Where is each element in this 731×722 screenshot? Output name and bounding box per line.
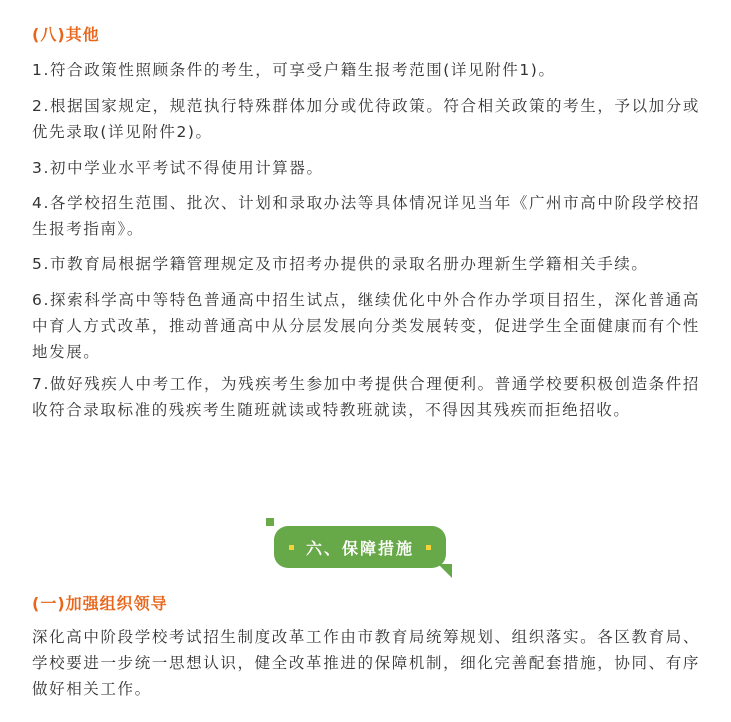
list-item: 6.探索科学高中等特色普通高中招生试点，继续优化中外合作办学项目招生，深化普通高中育人方式改革，推动普通高中从分层发展向分类发展转变，促进学生全面健康而有个性地发展。 bbox=[32, 291, 700, 361]
banner-title: 六、保障措施 bbox=[305, 538, 414, 558]
section-heading-leadership: (一)加强组织领导 bbox=[32, 594, 168, 613]
list-item: 1.符合政策性照顾条件的考生，可享受户籍生报考范围(详见附件1)。 bbox=[32, 61, 556, 79]
list-item: 2.根据国家规定，规范执行特殊群体加分或优待政策。符合相关政策的考生，予以加分或优先录取(详见附件2)。 bbox=[32, 97, 700, 141]
section-body-leadership: 深化高中阶段学校考试招生制度改革工作由市教育局统筹规划、组织落实。各区教育局、学校要进一步统一思想认识，健全改革推进的保障机制，细化完善配套措施，协同、有序做好相关工作。 bbox=[32, 628, 700, 698]
section-heading-other: (八)其他 bbox=[32, 25, 100, 44]
list-item: 4.各学校招生范围、批次、计划和录取办法等具体情况详见当年《广州市高中阶段学校招生报考指南》。 bbox=[32, 194, 700, 238]
banner-tail-decoration bbox=[438, 564, 452, 578]
banner-dot-left bbox=[289, 545, 294, 550]
list-item: 3.初中学业水平考试不得使用计算器。 bbox=[32, 159, 324, 177]
banner-dot-right bbox=[426, 545, 431, 550]
list-item: 7.做好残疾人中考工作，为残疾考生参加中考提供合理便利。普通学校要积极创造条件招收符合录取标准的残疾考生随班就读或特教班就读，不得因其残疾而拒绝招收。 bbox=[32, 375, 700, 419]
banner-box bbox=[274, 526, 446, 568]
banner-corner-decoration bbox=[266, 518, 274, 526]
list-item: 5.市教育局根据学籍管理规定及市招考办提供的录取名册办理新生学籍相关手续。 bbox=[32, 255, 649, 273]
section-banner bbox=[266, 518, 456, 578]
